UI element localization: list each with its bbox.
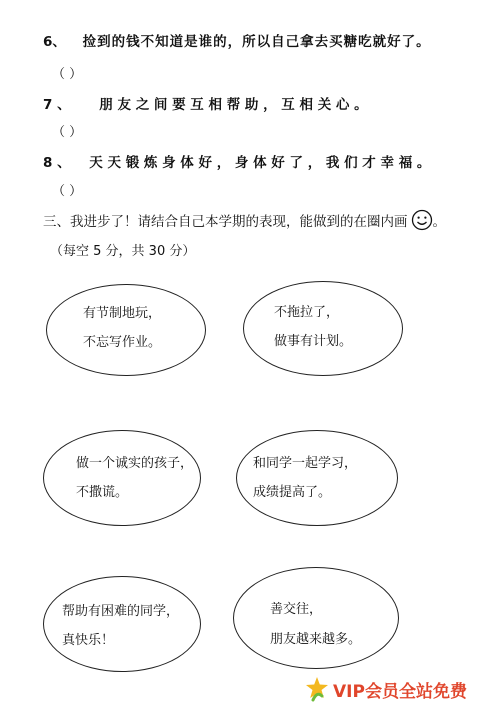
self-evaluation-oval[interactable] xyxy=(236,430,398,526)
star-person-logo-icon xyxy=(305,676,329,702)
question-number: 7 、 xyxy=(43,97,71,113)
oval-line-1: 善交往， xyxy=(270,602,323,617)
score-note: （每空 5 分，共 30 分） xyxy=(50,244,196,259)
footer-text: VIP会员全站免费 xyxy=(333,681,467,702)
answer-parentheses[interactable]: （ ） xyxy=(52,67,83,82)
question-7 xyxy=(43,93,368,113)
section-heading xyxy=(43,209,446,231)
oval-line-2: 真快乐！ xyxy=(62,633,115,648)
section-heading-text: 三、我进步了！请结合自己本学期的表现，能做到的在圈内画 xyxy=(43,214,408,230)
oval-line-1: 帮助有困难的同学， xyxy=(62,604,180,619)
oval-line-2: 不忘写作业。 xyxy=(83,335,162,350)
answer-parentheses[interactable]: （ ） xyxy=(52,125,83,140)
question-number: 6、 xyxy=(43,34,66,50)
oval-line-1: 和同学一起学习， xyxy=(253,456,358,471)
self-evaluation-oval[interactable] xyxy=(43,430,201,526)
oval-line-2: 成绩提高了。 xyxy=(253,485,332,500)
self-evaluation-oval[interactable] xyxy=(243,281,403,376)
self-evaluation-oval[interactable] xyxy=(43,576,201,672)
vip-footer[interactable] xyxy=(305,674,467,704)
section-heading-end: 。 xyxy=(432,214,446,230)
smiley-face-icon xyxy=(411,209,433,231)
question-text: 捡到的钱不知道是谁的，所以自己拿去买糖吃就好了。 xyxy=(82,34,431,50)
self-evaluation-oval[interactable] xyxy=(46,284,206,376)
oval-line-1: 做一个诚实的孩子， xyxy=(76,456,194,471)
oval-line-2: 不撒谎。 xyxy=(76,485,129,500)
question-number: 8 、 xyxy=(43,155,71,171)
question-text: 天 天 锻 炼 身 体 好 ， 身 体 好 了 ， 我 们 才 幸 福 。 xyxy=(89,155,431,171)
question-6 xyxy=(43,30,431,50)
question-text: 朋 友 之 间 要 互 相 帮 助 ， 互 相 关 心 。 xyxy=(99,97,368,113)
oval-line-1: 有节制地玩， xyxy=(83,306,162,321)
answer-parentheses[interactable]: （ ） xyxy=(52,184,83,199)
question-8 xyxy=(43,151,430,171)
oval-line-2: 朋友越来越多。 xyxy=(270,632,362,647)
oval-line-2: 做事有计划。 xyxy=(274,334,353,349)
self-evaluation-oval[interactable] xyxy=(233,567,399,669)
oval-line-1: 不拖拉了， xyxy=(274,305,340,320)
